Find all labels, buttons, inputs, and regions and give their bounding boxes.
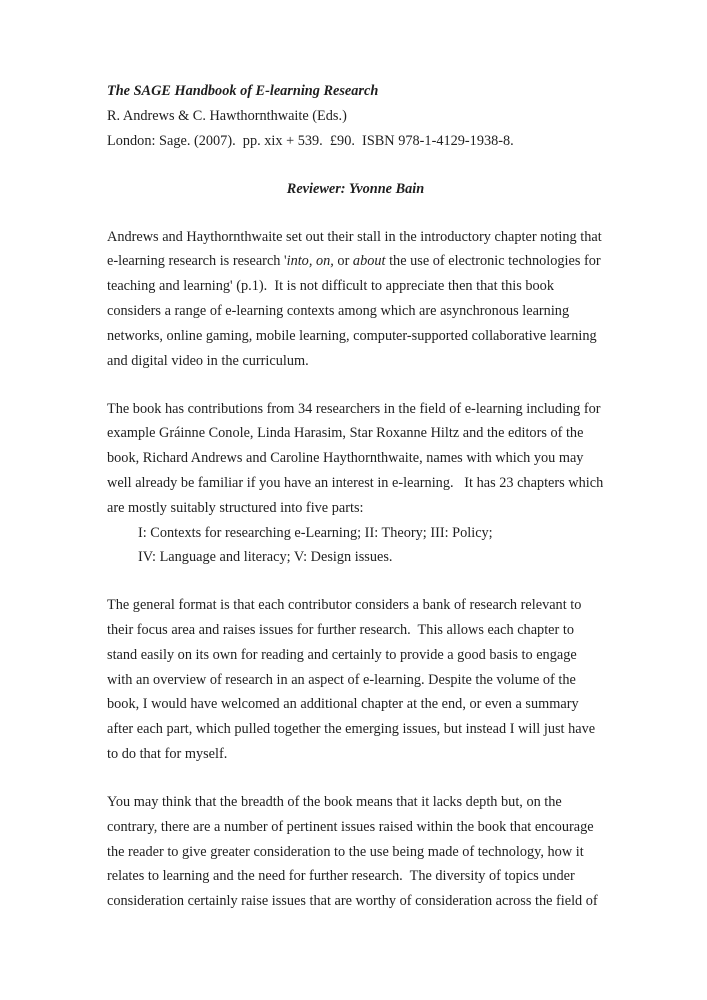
book-editors: R. Andrews & C. Hawthornthwaite (Eds.) (107, 107, 347, 124)
paragraph-contributors (107, 397, 607, 571)
part-list-line: I: Contexts for researching e-Learning; II: Theory; III: Policy; (138, 524, 493, 541)
text-run: You may think that the breadth of the book means that it lacks depth but, on the contrary, there are a number of pertinent issues raised within the book that encourage the reader to give greater consideration to the use being made of technology, how it relates to learning and the need for further research. The diversity of topics under consideration certainly raise issues that are worthy of consideration across the field of (107, 794, 598, 910)
text-run: Andrews and Haythornthwaite set out their stall in the introductory chapter noting that e-learning research is research ' (107, 228, 606, 270)
reviewer-line: Reviewer: Yvonne Bain (286, 180, 425, 197)
text-run: The general format is that each contributor considers a bank of research relevant to their focus area and raises issues for further research. This allows each chapter to stand easily on its own for reading and certainly to provide a good basis to engage with an overview of research in an aspect of e-learning. Despite the volume of the book, I would have welcomed an additional chapter at the end, or even a summary after each part, which pulled together the emerging issues, but instead I will just have to do that for myself. (107, 597, 599, 763)
text-run: or (333, 253, 353, 270)
document-content (107, 79, 607, 937)
text-run: the use of electronic technologies for teaching and learning' (p.1). It is not difficult to appreciate then that this book considers a range of e-learning contexts among which are asynchronous learning networks, online gaming, mobile learning, computer-supported collaborative learning and digital video in the curriculum. (107, 253, 605, 369)
book-title: The SAGE Handbook of E-learning Research (107, 83, 379, 99)
paragraph-format (107, 593, 604, 767)
book-publication-details: London: Sage. (2007). pp. xix + 539. £90. ISBN 978-1-4129-1938-8. (107, 132, 514, 149)
text-run: The book has contributions from 34 researchers in the field of e-learning including for example Gráinne Conole, Linda Harasim, Star Roxanne Hiltz and the editors of the book, Richard Andrews and Caroline Haythornthwaite, names with which you may well already be familiar if you have an interest in e-learning. It has 23 chapters which are mostly suitably structured into five parts: (107, 400, 607, 516)
part-list-line: IV: Language and literacy; V: Design issues. (138, 549, 393, 566)
italic-text-run: about (352, 253, 386, 270)
paragraph-intro (107, 225, 604, 374)
italic-text-run: into, on, (286, 253, 334, 270)
review-body (107, 225, 607, 914)
paragraph-breadth (107, 790, 604, 914)
